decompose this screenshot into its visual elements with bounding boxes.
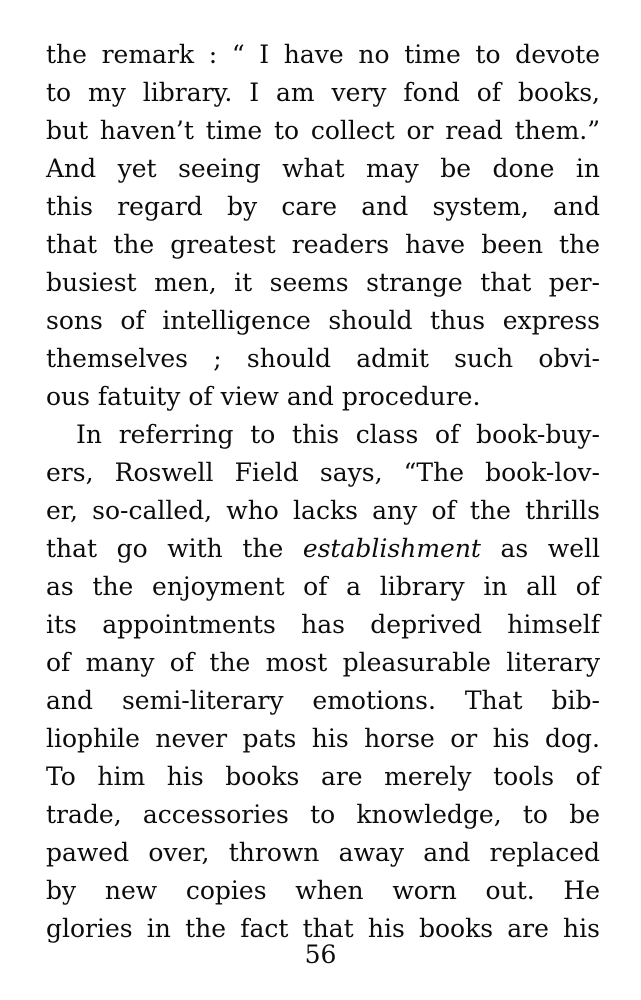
paragraph-1 <box>46 36 600 416</box>
text-line: pawed over, thrown away and replaced <box>46 838 600 867</box>
paragraph-2 <box>46 416 600 948</box>
text-line: ous fatuity of view and procedure. <box>46 382 481 411</box>
text-line-with-emphasis <box>46 530 600 568</box>
text-line: To him his books are merely tools of <box>46 762 600 791</box>
text-line: In referring to this class of book-buy- <box>76 420 600 449</box>
text-line: trade, accessories to knowledge, to be <box>46 800 600 829</box>
body-text <box>46 36 600 948</box>
text-line: busiest men, it seems strange that per- <box>46 268 600 297</box>
text-line: to my library. I am very fond of books, <box>46 78 600 107</box>
text-line: but haven’t time to collect or read them.” <box>46 116 600 145</box>
italic-word: establishment <box>302 534 481 563</box>
text-segment: as well <box>480 534 600 563</box>
text-line: this regard by care and system, and <box>46 192 600 221</box>
text-line: of many of the most pleasurable literary <box>46 648 600 677</box>
text-line: er, so-called, who lacks any of the thrills <box>46 496 600 525</box>
text-line: And yet seeing what may be done in <box>46 154 600 183</box>
text-segment: that go with the <box>46 534 303 563</box>
text-line: sons of intelligence should thus express <box>46 306 600 335</box>
text-line: glories in the fact that his books are his <box>46 914 600 943</box>
page-number: 56 <box>304 940 337 969</box>
text-line: themselves ; should admit such obvi- <box>46 344 600 373</box>
text-line: ers, Roswell Field says, “The book-lov- <box>46 458 600 487</box>
text-line: the remark : “ I have no time to devote <box>46 40 600 69</box>
text-line: liophile never pats his horse or his dog. <box>46 724 600 753</box>
text-line: that the greatest readers have been the <box>46 230 600 259</box>
text-line: and semi-literary emotions. That bib- <box>46 686 600 715</box>
text-line: as the enjoyment of a library in all of <box>46 572 600 601</box>
text-line: by new copies when worn out. He <box>46 876 600 905</box>
text-line: its appointments has deprived himself <box>46 610 600 639</box>
